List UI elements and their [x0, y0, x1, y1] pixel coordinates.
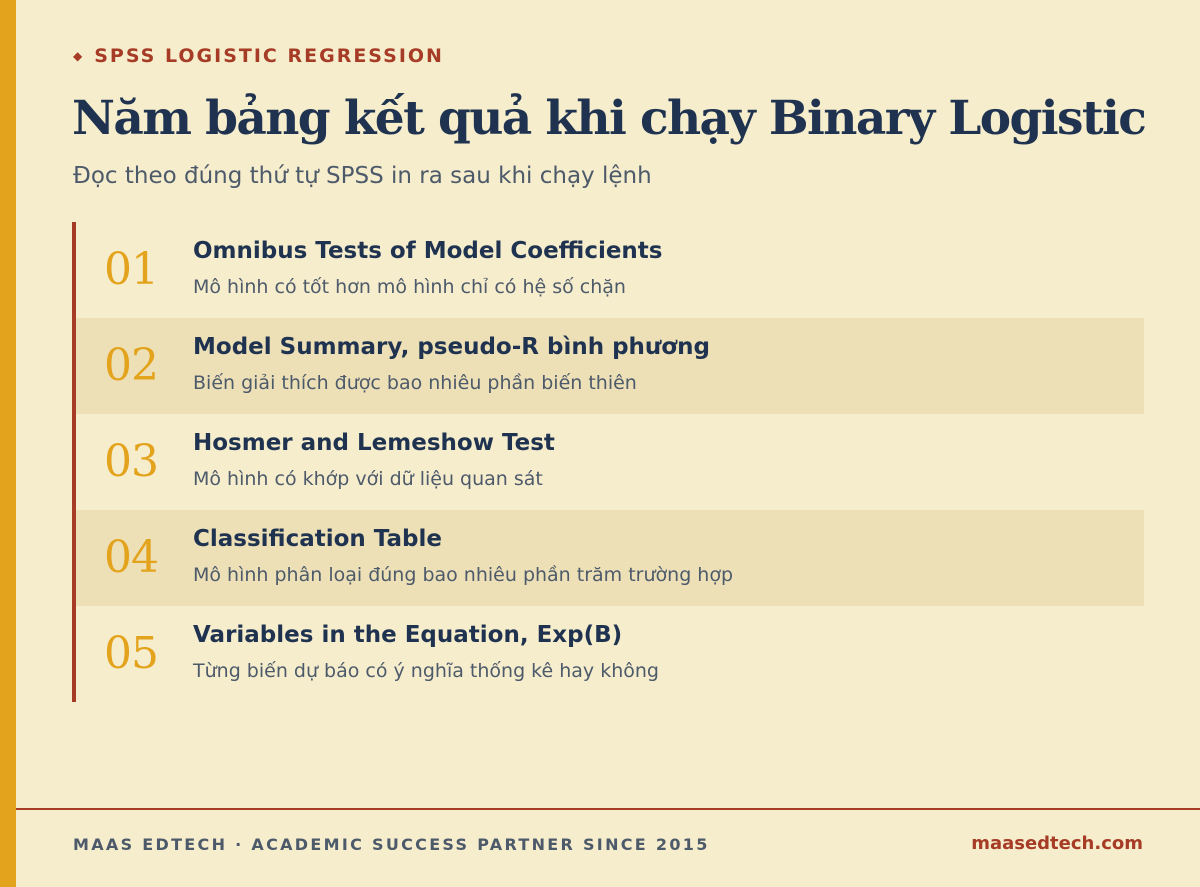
item-title: Model Summary, pseudo-R bình phương: [193, 334, 710, 360]
list-item: [76, 606, 1144, 702]
item-number: 05: [104, 628, 158, 679]
list-item: [76, 414, 1144, 510]
list-item: [76, 318, 1144, 414]
list-item: [76, 222, 1144, 318]
footer-website-link[interactable]: maasedtech.com: [971, 833, 1143, 854]
eyebrow-label: SPSS LOGISTIC REGRESSION: [94, 45, 444, 67]
item-description: Mô hình có khớp với dữ liệu quan sát: [193, 468, 543, 490]
page-title: Năm bảng kết quả khi chạy Binary Logistic: [72, 91, 1146, 146]
item-description: Mô hình có tốt hơn mô hình chỉ có hệ số chặn: [193, 276, 626, 298]
item-description: Từng biến dự báo có ý nghĩa thống kê hay không: [193, 660, 659, 682]
item-number: 04: [104, 532, 158, 583]
left-accent-bar: [0, 0, 16, 887]
page-subtitle: Đọc theo đúng thứ tự SPSS in ra sau khi chạy lệnh: [73, 163, 652, 189]
item-title: Hosmer and Lemeshow Test: [193, 430, 555, 456]
item-number: 01: [104, 244, 158, 295]
eyebrow: [73, 45, 444, 67]
footer-divider: [16, 808, 1200, 810]
item-title: Variables in the Equation, Exp(B): [193, 622, 623, 648]
item-number: 02: [104, 340, 158, 391]
results-table-list: [72, 222, 1144, 702]
list-item: [76, 510, 1144, 606]
diamond-icon: ◆: [73, 49, 83, 63]
footer-tagline: MAAS EDTECH · ACADEMIC SUCCESS PARTNER SINCE 2015: [73, 835, 710, 854]
item-description: Mô hình phân loại đúng bao nhiêu phần trăm trường hợp: [193, 564, 734, 586]
item-title: Omnibus Tests of Model Coefficients: [193, 238, 663, 264]
item-description: Biến giải thích được bao nhiêu phần biến thiên: [193, 372, 637, 394]
item-number: 03: [104, 436, 158, 487]
item-title: Classification Table: [193, 526, 443, 552]
